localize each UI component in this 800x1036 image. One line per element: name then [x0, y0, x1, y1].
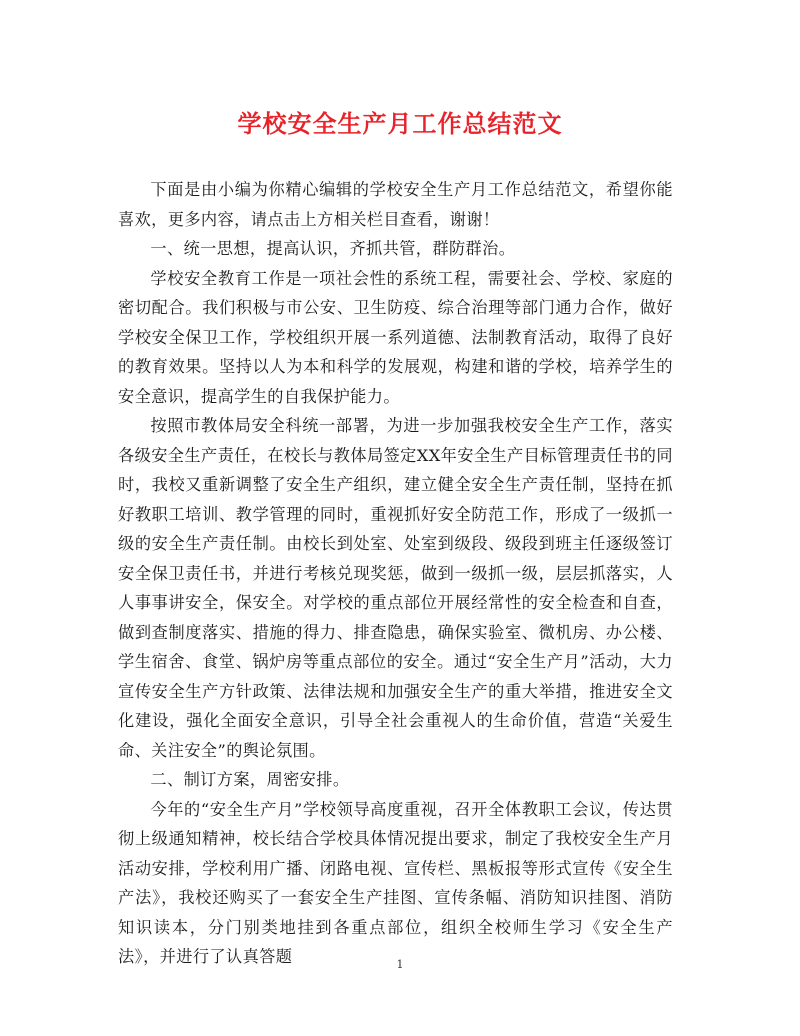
- body-paragraph: 今年的“安全生产月”学校领导高度重视，召开全体教职工会议，传达贯彻上级通知精神，校长结合学校具体情况提出要求，制定了我校安全生产月活动安排，学校利用广播、闭路电视、宣传栏、黑板报等形式宣传《安全生产法》，我校还购买了一套安全生产挂图、宣传条幅、消防知识挂图、消防知识读本，分门别类地挂到各重点部位，组织全校师生学习《安全生产法》，并进行了认真答题: [118, 799, 673, 966]
- body-paragraph: 学校安全教育工作是一项社会性的系统工程，需要社会、学校、家庭的密切配合。我们积极与市公安、卫生防疫、综合治理等部门通力合作，做好学校安全保卫工作，学校组织开展一系列道德、法制教育活动，取得了良好的教育效果。坚持以人为本和科学的发展观，构建和谐的学校，培养学生的安全意识，提高学生的自我保护能力。: [118, 268, 673, 406]
- document-body: [118, 175, 673, 972]
- body-paragraph: 按照市教体局安全科统一部署，为进一步加强我校安全生产工作，落实各级安全生产责任，在校长与教体局签定XX年安全生产目标管理责任书的同时，我校又重新调整了安全生产组织，建立健全安全生产责任制，坚持在抓好教职工培训、教学管理的同时，重视抓好安全防范工作，形成了一级抓一级的安全生产责任制。由校长到处室、处室到级段、级段到班主任逐级签订安全保卫责任书，并进行考核兑现奖惩，做到一级抓一级，层层抓落实，人人事事讲安全，保安全。对学校的重点部位开展经常性的安全检查和自查，做到查制度落实、措施的得力、排查隐患，确保实验室、微机房、办公楼、学生宿舍、食堂、锅炉房等重点部位的安全。通过“安全生产月”活动，大力宣传安全生产方针政策、法律法规和加强安全生产的重大举措，推进安全文化建设，强化全面安全意识，引导全社会重视人的生命价值，营造“关爱生命、关注安全”的舆论氛围。: [118, 416, 673, 760]
- section-heading-2: 二、制订方案，周密安排。: [150, 770, 350, 789]
- document-title: 学校安全生产月工作总结范文: [237, 109, 563, 138]
- page-number: 1: [396, 958, 404, 971]
- intro-paragraph: 下面是由小编为你精心编辑的学校安全生产月工作总结范文，希望你能喜欢，更多内容，请点击上方相关栏目查看，谢谢！: [118, 180, 673, 229]
- section-heading-1: 一、统一思想，提高认识，齐抓共管，群防群治。: [150, 239, 516, 258]
